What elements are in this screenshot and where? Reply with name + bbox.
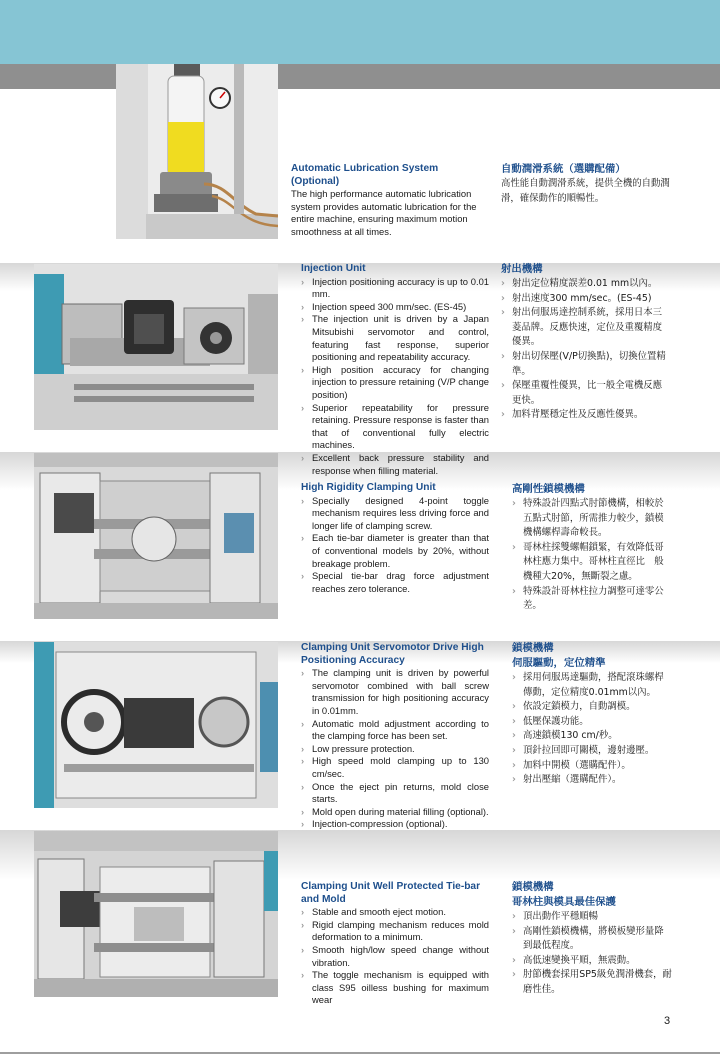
section-title: High Rigidity Clamping Unit bbox=[301, 482, 436, 493]
servomotor-en-block bbox=[301, 642, 489, 831]
list-item: › Excellent back pressure stability and response when filling material. bbox=[301, 452, 489, 477]
list-item: › Superior repeatability for pressure retaining. Pressure response is faster than that of conventional fully electric machines. bbox=[301, 402, 489, 452]
list-item: › 頂針拉回即可關模，邊射邊壓。 bbox=[512, 744, 672, 759]
page-number: 3 bbox=[664, 1015, 671, 1027]
clamping-unit-photo bbox=[34, 453, 278, 619]
list-item: › Injection positioning accuracy is up to 0.01 mm. bbox=[301, 276, 489, 301]
tie-bar-en-block bbox=[301, 881, 489, 1007]
list-item: › 射出定位精度誤差0.01 mm以內。 bbox=[501, 277, 671, 292]
injection-en-block bbox=[301, 263, 489, 477]
list-item: › Low pressure protection. bbox=[301, 743, 489, 756]
header-band bbox=[0, 0, 720, 64]
lubrication-zh-block bbox=[501, 162, 671, 206]
list-item: › 高速鎖模130 cm/秒。 bbox=[512, 729, 672, 744]
list-item: › Rigid clamping mechanism reduces mold deformation to a minimum. bbox=[301, 919, 489, 944]
list-item: › 哥林柱採雙螺帽鎖緊，有效降低哥林柱應力集中。哥林柱直徑比 般機種大20%，無斷裂之慮。 bbox=[512, 541, 672, 585]
list-item: › 特殊設計哥林柱拉力調整可達零公差。 bbox=[512, 585, 672, 614]
section-title: Clamping Unit Servomotor Drive High Positioning Accuracy bbox=[301, 642, 484, 666]
list-item: › Mold open during material filling (optional). bbox=[301, 806, 489, 819]
injection-zh-block bbox=[501, 262, 671, 423]
list-item: › The injection unit is driven by a Japan Mitsubishi servomotor and control, featuring fast response, superior positioning and repeatability accuracy. bbox=[301, 313, 489, 363]
list-item: › Injection speed 300 mm/sec. (ES-45) bbox=[301, 301, 489, 314]
list-item: › Stable and smooth eject motion. bbox=[301, 906, 489, 919]
injection-unit-photo bbox=[34, 264, 278, 430]
section-body-zh: 高性能自動潤滑系統，提供全機的自動潤滑，確保動作的順暢性。 bbox=[501, 178, 670, 204]
feature-list-zh bbox=[501, 277, 671, 423]
list-item: › Automatic mold adjustment according to the clamping force has been set. bbox=[301, 718, 489, 743]
list-item: › 高低速變換平順，無震動。 bbox=[512, 954, 672, 969]
feature-list bbox=[301, 495, 489, 596]
section-title-zh: 鎖模機構 bbox=[512, 881, 554, 893]
tie-bar-zh-block bbox=[512, 880, 672, 998]
list-item: › 射出速度300 mm/sec。(ES-45) bbox=[501, 292, 671, 307]
feature-list-zh bbox=[512, 671, 672, 788]
section-subtitle-zh: 伺服驅動，定位精準 bbox=[512, 657, 606, 669]
feature-list bbox=[301, 667, 489, 831]
clamping-en-block bbox=[301, 482, 489, 595]
list-item: › Smooth high/low speed change without vibration. bbox=[301, 944, 489, 969]
feature-list-zh bbox=[512, 910, 672, 998]
list-item: › 加料背壓穩定性及反應性優異。 bbox=[501, 408, 671, 423]
footer-rule bbox=[0, 1052, 720, 1054]
list-item: › 頂出動作平穩順暢 bbox=[512, 910, 672, 925]
list-item: › 依設定鎖模力，自動調模。 bbox=[512, 700, 672, 715]
servomotor-drive-photo bbox=[34, 642, 278, 808]
list-item: › The clamping unit is driven by powerful servomotor combined with ball screw transmission for high positioning accuracy in 0.01mm. bbox=[301, 667, 489, 717]
feature-list bbox=[301, 906, 489, 1007]
lubrication-system-photo bbox=[116, 64, 278, 239]
list-item: › The toggle mechanism is equipped with class S95 oilless bushing for maximum wear bbox=[301, 969, 489, 1007]
list-item: › 低壓保護功能。 bbox=[512, 715, 672, 730]
section-title: Injection Unit bbox=[301, 263, 366, 274]
list-item: › 高剛性鎖模機構，將模板變形量降到最低程度。 bbox=[512, 925, 672, 954]
section-body: The high performance automatic lubrication system provides automatic lubrication for the entire machine, ensuring maximum motion smoothness at all times. bbox=[291, 188, 477, 237]
list-item: › 加料中開模（選購配件）。 bbox=[512, 759, 672, 774]
section-subtitle-zh: 哥林柱與模具最佳保護 bbox=[512, 896, 616, 908]
list-item: › 射出切保壓(V/P切換點)，切換位置精準。 bbox=[501, 350, 671, 379]
list-item: › Specially designed 4-point toggle mechanism requires less driving force and longer life of clamping screw. bbox=[301, 495, 489, 533]
clamping-zh-block bbox=[512, 482, 672, 614]
list-item: › High position accuracy for changing injection to pressure retaining (V/P change position) bbox=[301, 364, 489, 402]
list-item: › High speed mold clamping up to 130 cm/sec. bbox=[301, 755, 489, 780]
feature-list-zh bbox=[512, 497, 672, 614]
list-item: › Special tie-bar drag force adjustment reaches zero tolerance. bbox=[301, 570, 489, 595]
tie-bar-mold-photo bbox=[34, 831, 278, 997]
lubrication-en-block bbox=[291, 163, 479, 239]
feature-list bbox=[301, 276, 489, 478]
list-item: › Injection-compression (optional). bbox=[301, 818, 489, 831]
section-title-zh: 自動潤滑系統（選購配備） bbox=[501, 163, 626, 175]
list-item: › 保壓重覆性優異，比一般全電機反應更快。 bbox=[501, 379, 671, 408]
list-item: › 特殊設計四點式肘節機構，相較於五點式肘節，所需推力較少，鎖模機構螺桿壽命較長。 bbox=[512, 497, 672, 541]
servomotor-zh-block bbox=[512, 641, 672, 788]
header-gray-strip bbox=[0, 64, 720, 89]
section-title: Automatic Lubrication System (Optional) bbox=[291, 163, 439, 187]
list-item: › 射出伺服馬達控制系統，採用日本三菱品牌。反應快速，定位及重覆精度優異。 bbox=[501, 306, 671, 350]
section-title-zh: 射出機構 bbox=[501, 263, 543, 275]
section-title-zh: 鎖模機構 bbox=[512, 642, 554, 654]
list-item: › Once the eject pin returns, mold close starts. bbox=[301, 781, 489, 806]
list-item: › 射出壓縮（選購配件）。 bbox=[512, 773, 672, 788]
list-item: › Each tie-bar diameter is greater than that of conventional models by 20%, without breakage problem. bbox=[301, 532, 489, 570]
list-item: › 肘節機套採用SP5級免潤滑機套，耐磨性佳。 bbox=[512, 968, 672, 997]
section-title: Clamping Unit Well Protected Tie-bar and Mold bbox=[301, 881, 481, 905]
list-item: › 採用伺服馬達驅動，搭配滾珠螺桿傳動，定位精度0.01mm以內。 bbox=[512, 671, 672, 700]
section-title-zh: 高剛性鎖模機構 bbox=[512, 483, 585, 495]
